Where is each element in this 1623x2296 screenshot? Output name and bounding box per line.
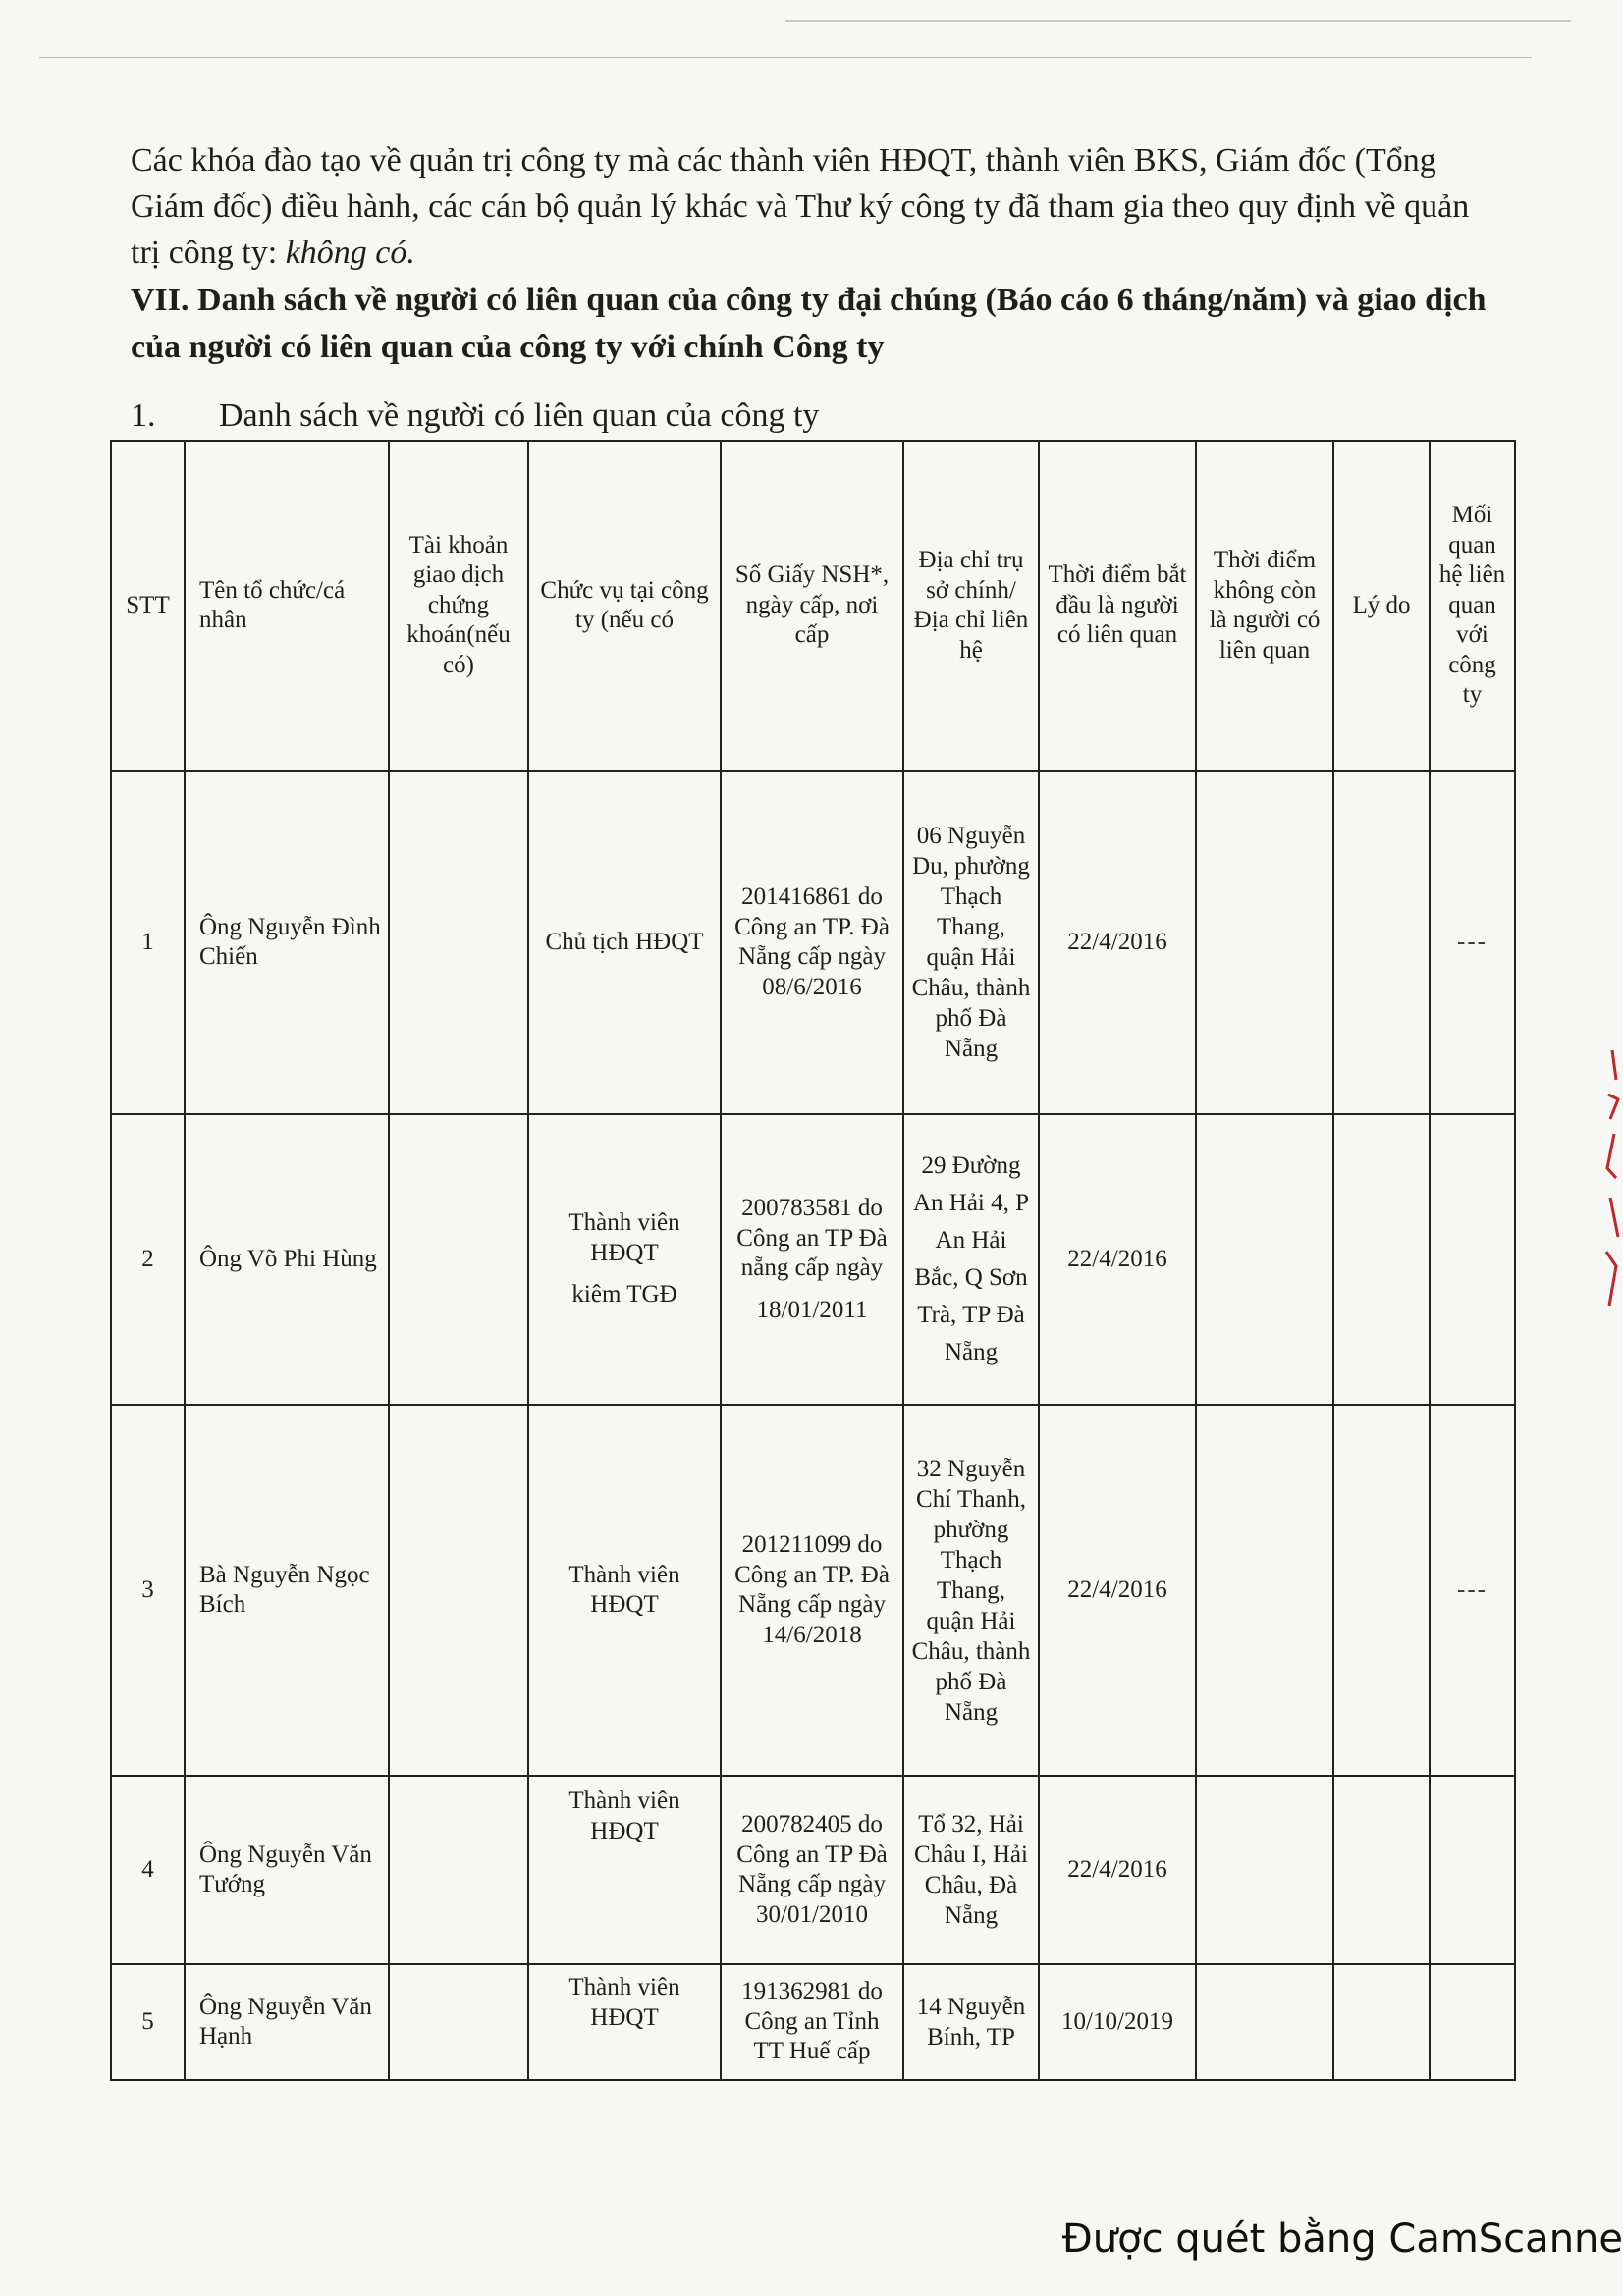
cell-nsh (721, 1964, 903, 2080)
cell-nsh (721, 771, 903, 1114)
cell-nsh-date: 18/01/2011 (756, 1296, 868, 1323)
header-stt: STT (111, 441, 185, 771)
cell-address: 32 Nguyễn Chí Thanh, phường Thạch Thang, quận Hải Châu, thành phố Đà Nẵng (903, 1405, 1039, 1776)
cell-position (528, 1114, 721, 1405)
cell-start: 22/4/2016 (1039, 1114, 1196, 1405)
cell-position-text: Thành viên HĐQT (568, 1788, 680, 1844)
cell-name: Ông Nguyễn Đình Chiến (185, 771, 389, 1114)
cell-reason (1333, 1405, 1430, 1776)
subsection-heading (131, 395, 1211, 438)
related-persons-table (110, 440, 1516, 2081)
cell-nsh-text: 191362981 do Công an Tỉnh TT Huế cấp (741, 1978, 883, 2065)
cell-address: 29 Đường An Hải 4, P An Hải Bắc, Q Sơn Trà, TP Đà Nẵng (903, 1114, 1039, 1405)
cell-nsh-text: 201416861 do Công an TP. Đà Nẵng cấp ngày (734, 883, 890, 970)
cell-reason (1333, 1964, 1430, 2080)
section-heading: VII. Danh sách về người có liên quan của công ty đại chúng (Báo cáo 6 tháng/năm) và giao dịch của người có liên quan của công ty với chính Công ty (131, 282, 1487, 365)
cell-nsh-date: 08/6/2016 (762, 973, 862, 1000)
cell-account (389, 1964, 528, 2080)
cell-position-text: Chủ tịch HĐQT (545, 928, 704, 955)
cell-end (1196, 1776, 1333, 1964)
cell-position-text: Thành viên HĐQT (568, 1561, 680, 1618)
table-row (111, 1405, 1515, 1776)
table-row (111, 1114, 1515, 1405)
cell-stt: 3 (111, 1405, 185, 1776)
cell-relation (1430, 1964, 1515, 2080)
cell-relation: --- (1430, 771, 1515, 1114)
header-position: Chức vụ tại công ty (nếu có (528, 441, 721, 771)
cell-address: 14 Nguyễn Bính, TP (903, 1964, 1039, 2080)
scan-artifact-line (39, 57, 1532, 58)
cell-position (528, 1776, 721, 1964)
cell-reason (1333, 771, 1430, 1114)
cell-nsh-text: 200783581 do Công an TP Đà nẵng cấp ngày (736, 1195, 888, 1281)
intro-value: không có. (285, 235, 415, 271)
cell-name: Ông Nguyễn Văn Hạnh (185, 1964, 389, 2080)
cell-name: Ông Võ Phi Hùng (185, 1114, 389, 1405)
table-row (111, 1964, 1515, 2080)
cell-nsh-date: 30/01/2010 (756, 1900, 868, 1928)
header-nsh: Số Giấy NSH*, ngày cấp, nơi cấp (721, 441, 903, 771)
cell-reason (1333, 1776, 1430, 1964)
cell-nsh-text: 201211099 do Công an TP. Đà Nẵng cấp ngày (734, 1531, 890, 1618)
cell-account (389, 1776, 528, 1964)
scan-artifact-line-top (785, 20, 1571, 22)
cell-nsh-text: 200782405 do Công an TP Đà Nẵng cấp ngày (736, 1811, 888, 1897)
intro-paragraph (131, 137, 1495, 276)
cell-account (389, 771, 528, 1114)
header-reason: Lý do (1333, 441, 1430, 771)
cell-stt: 5 (111, 1964, 185, 2080)
cell-start: 22/4/2016 (1039, 771, 1196, 1114)
cell-nsh (721, 1776, 903, 1964)
cell-name: Ông Nguyễn Văn Tướng (185, 1776, 389, 1964)
spacer (728, 1284, 896, 1296)
cell-start: 22/4/2016 (1039, 1776, 1196, 1964)
cell-start: 22/4/2016 (1039, 1405, 1196, 1776)
spacer (535, 1268, 714, 1280)
cell-stt: 4 (111, 1776, 185, 1964)
cell-account (389, 1405, 528, 1776)
red-ink-mark (1598, 1041, 1623, 1315)
cell-end (1196, 771, 1333, 1114)
cell-account (389, 1114, 528, 1405)
table-header-row (111, 441, 1515, 771)
header-end: Thời điểm không còn là người có liên quan (1196, 441, 1333, 771)
header-name: Tên tổ chức/cá nhân (185, 441, 389, 771)
cell-position-text: Thành viên HĐQT (568, 1974, 680, 2031)
cell-end (1196, 1114, 1333, 1405)
cell-relation (1430, 1776, 1515, 1964)
cell-stt: 2 (111, 1114, 185, 1405)
table-row (111, 1776, 1515, 1964)
cell-nsh-date: 14/6/2018 (762, 1621, 862, 1648)
cell-relation: --- (1430, 1405, 1515, 1776)
cell-address: 06 Nguyễn Du, phường Thạch Thang, quận Hải Châu, thành phố Đà Nẵng (903, 771, 1039, 1114)
cell-end (1196, 1964, 1333, 2080)
intro-text: Các khóa đào tạo về quản trị công ty mà các thành viên HĐQT, thành viên BKS, Giám đốc (Tổng Giám đốc) điều hành, các cán bộ quản lý khác và Thư ký công ty đã tham gia theo quy định về quản trị công ty (131, 142, 1470, 271)
cell-relation (1430, 1114, 1515, 1405)
cell-reason (1333, 1114, 1430, 1405)
camscanner-watermark: Được quét bằng CamScanne (1061, 2216, 1623, 2262)
cell-position (528, 1405, 721, 1776)
table-row (111, 771, 1515, 1114)
cell-name: Bà Nguyễn Ngọc Bích (185, 1405, 389, 1776)
cell-nsh (721, 1405, 903, 1776)
header-account: Tài khoản giao dịch chứng khoán(nếu có) (389, 441, 528, 771)
subsection-number: 1. (131, 398, 156, 434)
cell-position-text: Thành viên HĐQT (568, 1209, 680, 1266)
cell-end (1196, 1405, 1333, 1776)
cell-nsh (721, 1114, 903, 1405)
cell-start: 10/10/2019 (1039, 1964, 1196, 2080)
cell-position-extra: kiêm TGĐ (571, 1281, 677, 1308)
header-address: Địa chỉ trụ sở chính/ Địa chỉ liên hệ (903, 441, 1039, 771)
cell-address: Tổ 32, Hải Châu I, Hải Châu, Đà Nẵng (903, 1776, 1039, 1964)
intro-separator: : (267, 235, 286, 271)
subsection-title: Danh sách về người có liên quan của công ty (219, 398, 820, 434)
cell-stt: 1 (111, 771, 185, 1114)
header-relation: Mối quan hệ liên quan với công ty (1430, 441, 1515, 771)
cell-position (528, 1964, 721, 2080)
cell-position (528, 771, 721, 1114)
header-start: Thời điểm bắt đầu là người có liên quan (1039, 441, 1196, 771)
